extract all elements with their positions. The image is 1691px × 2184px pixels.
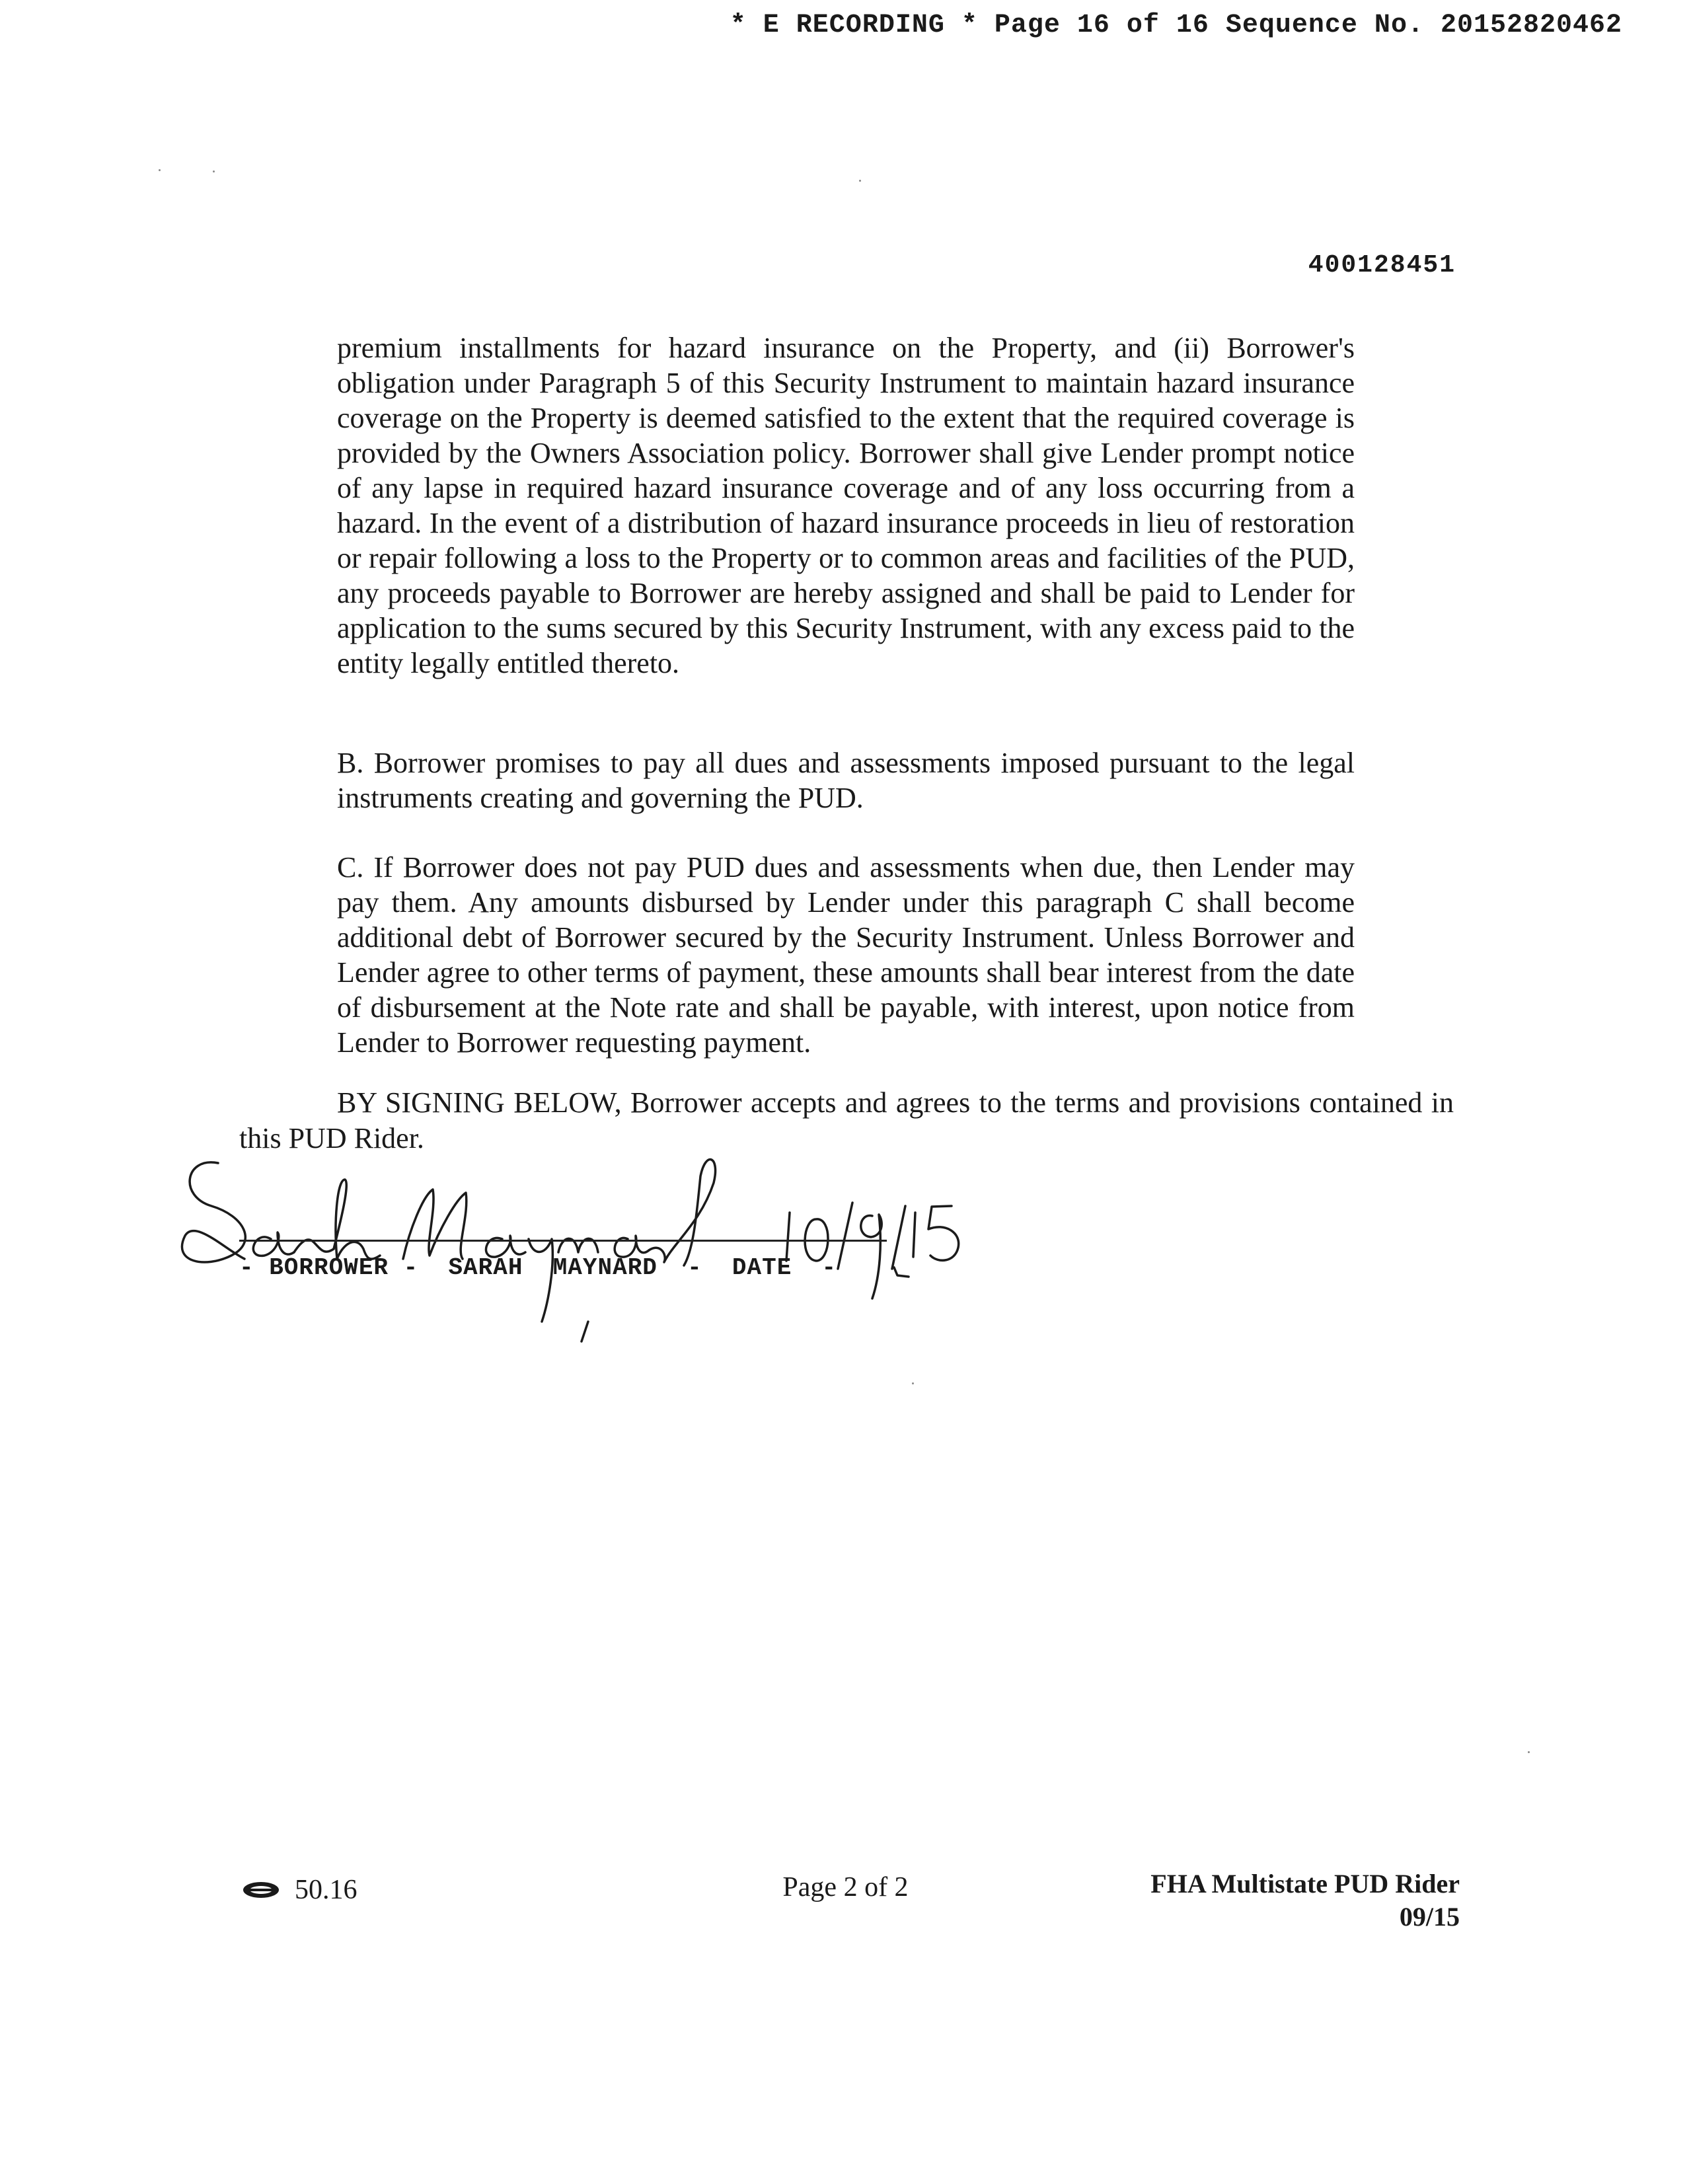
paragraph-a-continued: premium installments for hazard insurance on the Property, and (ii) Borrower's obligation under Paragraph 5 of this Security Instrument to maintain hazard insurance coverage on the Property is deemed satisfied to the extent that the required coverage is provided by the Owners Association policy. Borrower shall give Lender prompt notice of any lapse in required hazard insurance coverage and of any loss occurring from a hazard. In the event of a distribution of hazard insurance proceeds in lieu of restoration or repair following a loss to the Property or to common areas and facilities of the PUD, any proceeds payable to Borrower are hereby assigned and shall be paid to Lender for application to the sums secured by this Security Instrument, with any excess paid to the entity legally entitled thereto. [337, 332, 1355, 679]
footer-page-label: Page 2 of 2 [782, 1872, 909, 1902]
signature-line [239, 1240, 887, 1242]
loan-number: 400128451 [1308, 251, 1456, 280]
paragraph-b: B. Borrower promises to pay all dues and assessments imposed pursuant to the legal instruments creating and governing the PUD. [337, 747, 1355, 814]
recording-stamp: * E RECORDING * Page 16 of 16 Sequence No. 20152820462 [730, 11, 1622, 40]
scan-speck [159, 169, 161, 171]
scan-speck [912, 1382, 914, 1384]
scan-speck [859, 180, 861, 182]
signing-statement: BY SIGNING BELOW, Borrower accepts and agrees to the terms and provisions contained in this PUD Rider. [239, 1086, 1454, 1154]
paragraph-c: C. If Borrower does not pay PUD dues and assessments when due, then Lender may pay them. Any amounts disbursed by Lender under this paragraph C shall become additional debt of Borrower secured by the Security Instrument. Unless Borrower and Lender agree to other terms of payment, these amounts shall bear interest from the date of disbursement at the Note rate and shall be payable, with interest, upon notice from Lender to Borrower requesting payment. [337, 851, 1355, 1059]
form-title: FHA Multistate PUD Rider [1150, 1869, 1460, 1899]
scan-speck [1528, 1751, 1530, 1753]
form-code: 50.16 [295, 1875, 357, 1905]
handwritten-signature [172, 1143, 1031, 1335]
scan-speck [213, 170, 215, 172]
form-date: 09/15 [1399, 1902, 1460, 1932]
footer-form-info [1150, 1867, 1460, 1934]
signature-caption: - BORROWER - SARAH MAYNARD - DATE - [239, 1254, 837, 1281]
